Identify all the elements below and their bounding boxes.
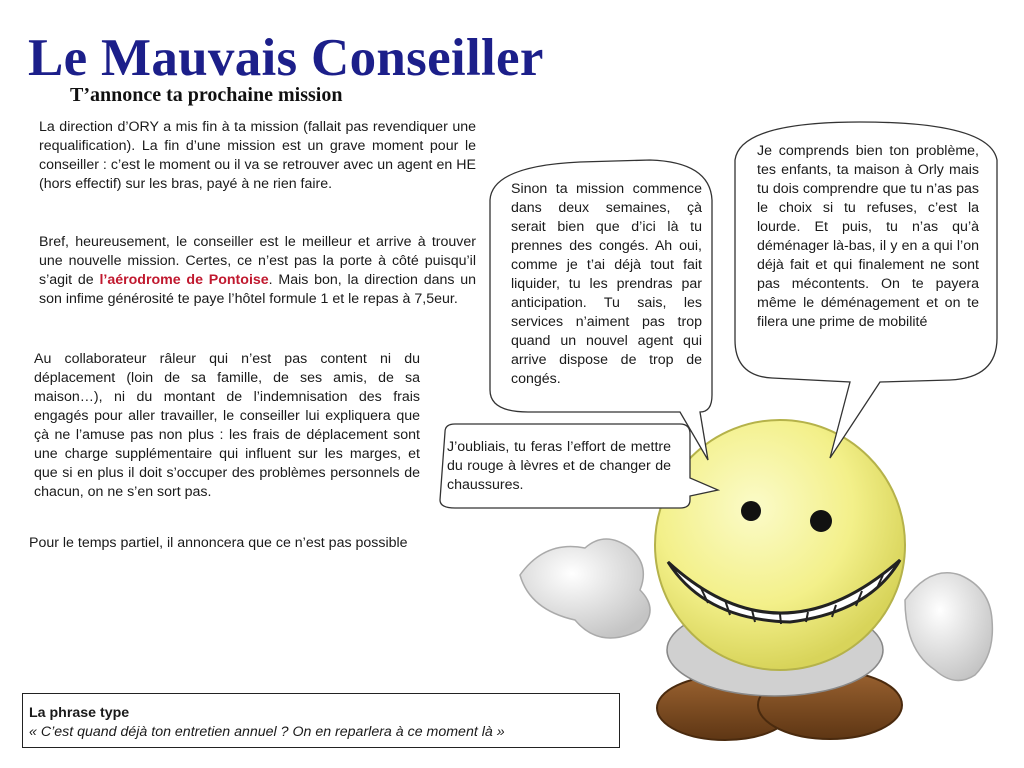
quote-title: La phrase type	[29, 705, 130, 721]
left-eye-icon	[741, 501, 761, 521]
paragraph-part-time: Pour le temps partiel, il annoncera que ce n’est pas possible	[29, 535, 408, 551]
face-icon	[655, 420, 905, 670]
speech-bubble-middle-text: Sinon ta mission commence dans deux semaines, çà serait bien que d’ici là tu prennes des congés. Ah oui, comme je t’ai déjà tout fait liquider, tu les prendras par anticipation. Tu sais, les services n’aiment pas trop quand un nouvel agent qui arrive dispose de trop de congés.	[511, 181, 702, 387]
paragraph-new-mission-text: Bref, heureusement, le conseiller est le meilleur et arrive à trouver une nouvelle mission. Certes, ce n’est pas la porte à côté puisqu’il s’agit de	[39, 234, 476, 288]
page-title: Le Mauvais Conseiller	[28, 29, 544, 87]
speech-bubble-bottom-text: J’oubliais, tu feras l’effort de mettre du rouge à lèvres et de changer de chaussures.	[447, 439, 671, 493]
quote-text: « C’est quand déjà ton entretien annuel ? On en reparlera à ce moment là »	[29, 724, 505, 740]
page-subtitle: T’annonce ta prochaine mission	[70, 84, 343, 106]
speech-bubble-right-text: Je comprends bien ton problème, tes enfants, ta maison à Orly mais tu dois comprendre que tu n’as pas le choix si tu refuses, c’est la lourde. Et puis, tu n’as qu’à déménager là-bas, il y en a qui l’on déjà fait et qui finalement ne sont pas mécontents. On te payera même le déménagement et on te filera une prime de mobilité	[757, 143, 979, 330]
paragraph-mission-end: La direction d’ORY a mis fin à ta mission (fallait pas revendiquer une requalification). La fin d’une mission est un grave moment pour le conseiller : c’est le moment ou il va se retrouver avec un agent en HE (hors effectif) sur les bras, payé à ne rien faire.	[39, 119, 476, 192]
highlight-pontoise: l’aérodrome de Pontoise	[99, 272, 269, 288]
quote-box	[22, 693, 620, 748]
left-hand-icon	[520, 539, 650, 638]
paragraph-new-mission-text-end: . Mais bon, la direction dans un son infime générosité te paye l’hôtel formule 1 et le repas à 7,5eur.	[39, 272, 477, 307]
right-hand-icon	[905, 573, 992, 681]
right-eye-icon	[810, 510, 832, 532]
paragraph-complainer: Au collaborateur râleur qui n’est pas content ni du déplacement (loin de sa famille, de ses amis, de sa maison…), ni du montant de l’indemnisation des frais engagés pour aller travailler, le conseiller lui expliquera que çà ne l’amuse pas non plus : les frais de déplacement sont une charge supplémentaire qui influent sur les marges, et que si en plus il doit s’occuper des problèmes personnels de chacun, on ne s’en sort pas.	[34, 351, 420, 500]
paragraph-new-mission	[39, 233, 476, 309]
